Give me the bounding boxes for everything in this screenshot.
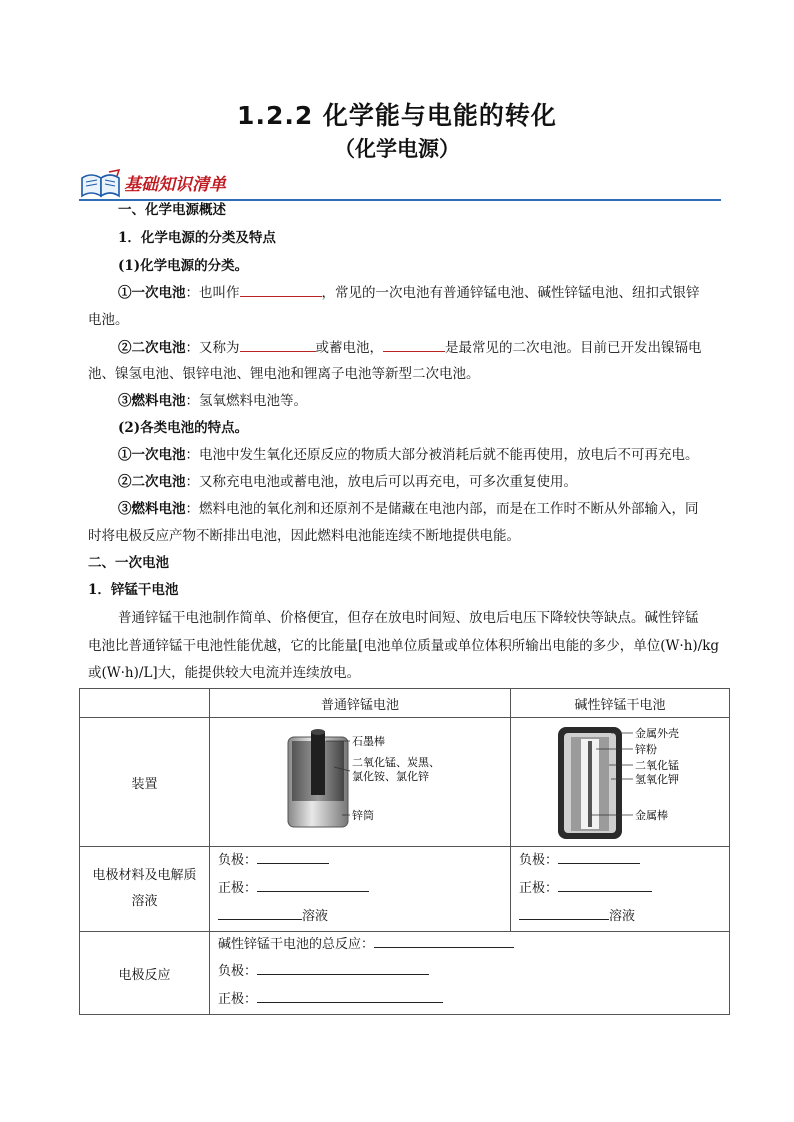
heading-1: 一、化学电源概述 <box>118 202 226 218</box>
answer-blank[interactable] <box>257 960 429 975</box>
alkaline-battery-diagram <box>511 719 729 846</box>
section-title: 基础知识清单 <box>124 175 226 195</box>
total-reaction-line <box>210 932 729 958</box>
text-line <box>118 445 758 465</box>
answer-blank[interactable] <box>240 337 316 352</box>
text: ：氢氧燃料电池等。 <box>185 393 307 409</box>
text-line <box>118 391 758 411</box>
text-line: 时将电极反应产物不断排出电池，因此燃料电池能连续不断地提供电能。 <box>88 528 520 544</box>
label-zinc-powder: 锌粉 <box>635 742 657 756</box>
zinc-manganese-battery-diagram <box>210 719 510 846</box>
term-label: ②二次电池 <box>118 474 186 490</box>
neg-reaction-line <box>210 958 729 986</box>
pos-label: 正极： <box>218 992 258 1007</box>
col-header-alkaline: 碱性锌锰干电池 <box>511 689 730 718</box>
term-label: ③燃料电池 <box>118 393 186 409</box>
text-line <box>118 472 758 492</box>
heading-1-1: 1．化学电源的分类及特点 <box>118 230 276 246</box>
para-heading: (2)各类电池的特点。 <box>118 420 249 436</box>
text-line: 电池。 <box>88 312 129 328</box>
figure-zinc-manganese-cell <box>210 718 511 847</box>
text: 或蓄电池， <box>315 340 383 356</box>
row-header-materials <box>80 847 210 932</box>
text-line <box>118 499 758 519</box>
text: ：又称为 <box>185 340 240 356</box>
table-corner <box>80 689 210 718</box>
cell-zinc-manganese-materials <box>210 847 511 932</box>
text: ：燃料电池的氧化剂和还原剂不是储藏在电池内部，而是在工作时不断从外部输入，同 <box>185 501 699 517</box>
page-subtitle: （化学电源） <box>334 137 460 161</box>
answer-blank[interactable] <box>257 877 369 892</box>
heading-2-1: 1．锌锰干电池 <box>88 582 179 598</box>
solution-label: 溶液 <box>609 909 636 924</box>
row-header-materials-line1: 电极材料及电解质 <box>92 868 197 883</box>
text-line <box>118 337 758 358</box>
col-header-zinc-manganese: 普通锌锰电池 <box>210 689 511 718</box>
neg-label: 负极： <box>218 964 258 979</box>
answer-blank[interactable] <box>374 933 514 948</box>
neg-line <box>511 847 729 875</box>
text: ，常见的一次电池有普通锌锰电池、碱性锌锰电池、纽扣式银锌 <box>321 285 700 301</box>
solution-label: 溶液 <box>302 909 329 924</box>
pos-line <box>511 875 729 903</box>
label-graphite-rod: 石墨棒 <box>352 734 385 748</box>
neg-label: 负极： <box>519 853 559 868</box>
page-title: 1.2.2 化学能与电能的转化 <box>237 101 557 130</box>
term-label: ①一次电池 <box>118 447 186 463</box>
row-header-materials-line2: 溶液 <box>131 894 158 909</box>
text: ：电池中发生氧化还原反应的物质大部分被消耗后就不能再使用，放电后不可再充电。 <box>185 447 699 463</box>
answer-blank[interactable] <box>257 849 329 864</box>
label-metal-rod: 金属棒 <box>635 808 668 822</box>
row-header-device: 装置 <box>80 718 210 847</box>
pos-label: 正极： <box>218 881 258 896</box>
neg-label: 负极： <box>218 853 258 868</box>
solution-line <box>210 903 510 931</box>
pos-reaction-line <box>210 986 729 1014</box>
term-label: ②二次电池 <box>118 340 186 356</box>
text-line: 普通锌锰干电池制作简单、价格便宜，但存在放电时间短、放电后电压下降较快等缺点。碱性锌锰 <box>118 610 699 626</box>
book-icon <box>79 168 123 200</box>
label-nh4cl-zncl2: 氯化铵、氯化锌 <box>352 769 429 783</box>
text-line: 池、镍氢电池、银锌电池、锂电池和锂离子电池等新型二次电池。 <box>88 366 480 382</box>
pos-label: 正极： <box>519 881 559 896</box>
row-header-reaction: 电极反应 <box>80 932 210 1015</box>
answer-blank[interactable] <box>558 877 652 892</box>
figure-alkaline-cell <box>511 718 730 847</box>
answer-blank[interactable] <box>240 282 322 297</box>
neg-line <box>210 847 510 875</box>
solution-line <box>511 903 729 931</box>
answer-blank[interactable] <box>383 337 445 352</box>
text-line: 电池比普通锌锰干电池性能优越，它的比能量[电池单位质量或单位体积所输出电能的多少，单位(W·h)/kg <box>88 638 720 654</box>
para-heading: (1)化学电源的分类。 <box>118 258 249 274</box>
heading-2: 二、一次电池 <box>88 555 169 571</box>
label-koh: 氢氧化钾 <box>635 772 679 786</box>
text-line: 或(W·h)/L]大，能提供较大电流并连续放电。 <box>88 665 361 681</box>
text-line <box>118 282 758 303</box>
text: ：也叫作 <box>185 285 240 301</box>
answer-blank[interactable] <box>519 905 609 920</box>
label-metal-shell: 金属外壳 <box>635 726 679 740</box>
cell-alkaline-materials <box>511 847 730 932</box>
label-zinc-can: 锌筒 <box>352 808 374 822</box>
label-mno2-mix: 二氧化锰、炭黑、 <box>352 755 440 769</box>
pos-line <box>210 875 510 903</box>
term-label: ①一次电池 <box>118 285 186 301</box>
text: ：又称充电电池或蓄电池，放电后可以再充电，可多次重复使用。 <box>185 474 577 490</box>
cell-reaction <box>210 932 730 1015</box>
answer-blank[interactable] <box>558 849 640 864</box>
total-label: 碱性锌锰干电池的总反应： <box>218 937 375 952</box>
answer-blank[interactable] <box>257 988 443 1003</box>
battery-table <box>79 688 730 1015</box>
term-label: ③燃料电池 <box>118 501 186 517</box>
text: 是最常见的二次电池。目前已开发出镍镉电 <box>445 340 702 356</box>
answer-blank[interactable] <box>218 905 302 920</box>
label-mno2: 二氧化锰 <box>635 758 679 772</box>
